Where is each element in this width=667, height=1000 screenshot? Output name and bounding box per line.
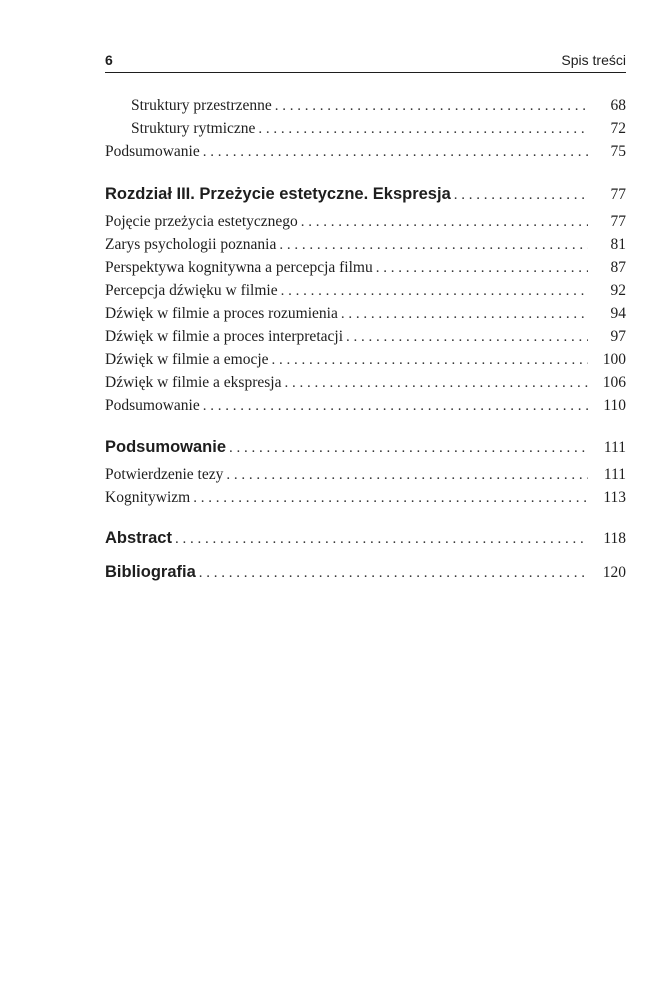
toc-entry-struktury-przestrzenne [131,97,626,115]
toc-entry-page: 111 [603,439,626,456]
toc-entry-page: 77 [610,213,626,230]
toc-entry-perspektywa-kognitywna [105,259,626,277]
toc-entry-page: 118 [603,530,626,547]
toc-chapter-abstract [105,529,626,548]
toc-entry-page: 68 [610,97,626,114]
toc-entry-page: 120 [602,564,626,581]
toc-entry-page: 113 [603,489,626,506]
toc-chapter-rozdzial-3 [105,185,626,204]
dot-leader [346,329,588,346]
toc-entry-page: 81 [610,236,626,253]
toc-chapter-title: Abstract [105,529,172,547]
toc-entry-page: 72 [610,120,626,137]
toc-entry-title: Potwierdzenie tezy [105,466,224,483]
toc-entry-dzwiek-rozumienie [105,305,626,323]
dot-leader [281,283,588,300]
toc-entry-dzwiek-emocje [105,351,626,369]
toc-entry-page: 94 [610,305,626,322]
dot-leader [229,440,588,457]
toc-entry-dzwiek-interpretacja [105,328,626,346]
toc-entry-page: 77 [610,186,626,203]
toc-entry-title: Struktury przestrzenne [131,97,272,114]
toc-entry-page: 106 [602,374,626,391]
toc-chapter-title: Rozdział III. Przeżycie estetyczne. Ekspresja [105,185,451,203]
toc-entry-percepcja-dzwieku [105,282,626,300]
toc-entry-title: Dźwięk w filmie a ekspresja [105,374,282,391]
toc-entry-pojecie-przezycia [105,213,626,231]
toc-chapter-podsumowanie [105,438,626,457]
toc-entry-page: 111 [603,466,626,483]
dot-leader [193,490,588,507]
toc-entry-title: Struktury rytmiczne [131,120,256,137]
toc-entry-title: Podsumowanie [105,397,200,414]
dot-leader [258,121,588,138]
dot-leader [203,398,588,415]
dot-leader [301,214,588,231]
toc-entry-title: Dźwięk w filmie a emocje [105,351,269,368]
toc-entry-title: Dźwięk w filmie a proces rozumienia [105,305,338,322]
toc-entry-page: 75 [610,143,626,160]
dot-leader [199,565,588,582]
running-title: Spis treści [561,52,626,68]
toc-entry-title: Percepcja dźwięku w filmie [105,282,278,299]
dot-leader [341,306,588,323]
toc-entry-struktury-rytmiczne [131,120,626,138]
toc-entry-page: 110 [603,397,626,414]
toc-chapter-title: Bibliografia [105,563,196,581]
toc-entry-title: Perspektywa kognitywna a percepcja filmu [105,259,373,276]
toc-entry-page: 87 [610,259,626,276]
dot-leader [275,98,588,115]
toc-entry-podsumowanie [105,397,626,415]
toc-entry-title: Zarys psychologii poznania [105,236,277,253]
dot-leader [376,260,588,277]
page-header [105,48,626,73]
dot-leader [279,237,588,254]
toc-entry-page: 92 [610,282,626,299]
dot-leader [272,352,588,369]
toc-chapter-bibliografia [105,563,626,582]
toc-entry-dzwiek-ekspresja [105,374,626,392]
page-number: 6 [105,52,113,68]
toc-entry-title: Pojęcie przeżycia estetycznego [105,213,298,230]
toc-entry-potwierdzenie-tezy [105,466,626,484]
toc-chapter-title: Podsumowanie [105,438,227,456]
toc-entry-kognitywizm [105,489,626,507]
toc-entry-title: Kognitywizm [105,489,191,506]
dot-leader [284,375,588,392]
dot-leader [175,531,588,548]
dot-leader [454,187,588,204]
toc-entry-zarys-psychologii [105,236,626,254]
toc-entry-podsumowanie [105,143,626,161]
toc-entry-title: Dźwięk w filmie a proces interpretacji [105,328,343,345]
toc-entry-page: 100 [602,351,626,368]
dot-leader [226,467,588,484]
toc-entry-title: Podsumowanie [105,143,200,160]
toc-entry-page: 97 [610,328,626,345]
dot-leader [203,144,588,161]
